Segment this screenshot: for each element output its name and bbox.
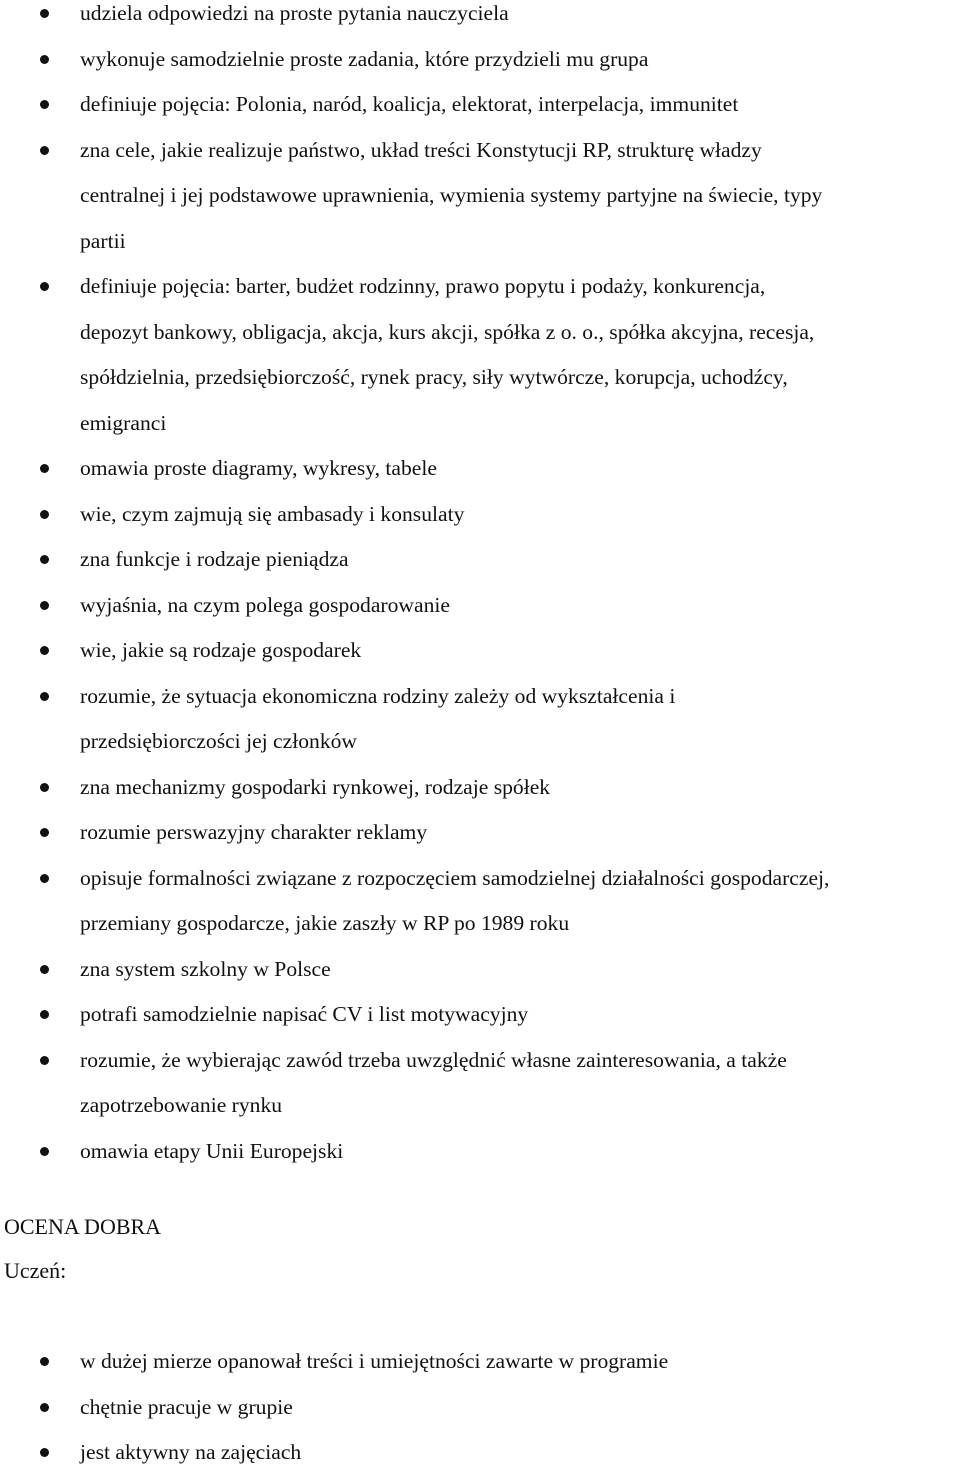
list-item-text: omawia proste diagramy, wykresy, tabele (80, 456, 437, 480)
student-label: Uczeń: (4, 1258, 67, 1283)
list-item (0, 1129, 960, 1175)
bullet-icon (40, 555, 49, 564)
bullet-icon (40, 601, 49, 610)
list-item-text: zna funkcje i rodzaje pieniądza (80, 547, 349, 571)
grade-heading: OCENA DOBRA (4, 1214, 162, 1239)
bullet-icon (40, 1010, 49, 1019)
list-item (0, 947, 960, 993)
list-item (0, 492, 960, 538)
bullet-icon (40, 1448, 49, 1457)
list-item-text: definiuje pojęcia: barter, budżet rodzinny, prawo popytu i podaży, konkurencja, (80, 274, 766, 298)
list-item-text: rozumie, że sytuacja ekonomiczna rodziny zależy od wykształcenia i (80, 683, 676, 708)
bullet-icon (40, 100, 49, 109)
list-item (0, 992, 960, 1038)
requirements-list-good (0, 1339, 960, 1476)
bullet-icon (40, 464, 49, 473)
list-item-text: jest aktywny na zajęciach (80, 1440, 302, 1464)
list-item-text: wyjaśnia, na czym polega gospodarowanie (80, 592, 450, 617)
list-item-text: potrafi samodzielnie napisać CV i list motywacyjny (80, 1002, 529, 1026)
bullet-icon (40, 874, 49, 883)
list-item-text: w dużej mierze opanował treści i umiejętności zawarte w programie (80, 1349, 669, 1373)
list-item (0, 583, 960, 629)
list-item (0, 264, 960, 446)
list-item-text: depozyt bankowy, obligacja, akcja, kurs akcji, spółka z o. o., spółka akcyjna, recesja, (80, 319, 815, 344)
bullet-icon (40, 965, 49, 974)
list-item-text: przedsiębiorczości jej członków (80, 729, 358, 753)
list-item (0, 82, 960, 128)
bullet-icon (40, 146, 49, 155)
list-item-text: zapotrzebowanie rynku (80, 1093, 283, 1117)
list-item (0, 628, 960, 674)
list-item (0, 1038, 960, 1129)
bullet-icon (40, 828, 49, 837)
list-item-text: przemiany gospodarcze, jakie zaszły w RP po 1989 roku (80, 911, 570, 935)
bullet-icon (40, 1357, 49, 1366)
list-item (0, 1385, 960, 1431)
list-item (0, 1339, 960, 1385)
list-item-text: centralnej i jej podstawowe uprawnienia, wymienia systemy partyjne na świecie, typy (80, 183, 823, 207)
list-item-text: wie, czym zajmują się ambasady i konsulaty (80, 501, 465, 526)
list-item (0, 1430, 960, 1476)
list-item (0, 128, 960, 265)
list-item (0, 446, 960, 492)
list-item (0, 810, 960, 856)
list-item-text: spółdzielnia, przedsiębiorczość, rynek pracy, siły wytwórcze, korupcja, uchodźcy, (80, 365, 788, 389)
bullet-icon (40, 55, 49, 64)
list-item-text: wykonuje samodzielnie proste zadania, które przydzieli mu grupa (80, 46, 649, 71)
bullet-icon (40, 1056, 49, 1065)
bullet-icon (40, 9, 49, 18)
list-item-text: chętnie pracuje w grupie (80, 1394, 293, 1419)
bullet-icon (40, 783, 49, 792)
bullet-icon (40, 1403, 49, 1412)
list-item-text: partii (80, 228, 126, 253)
list-item (0, 765, 960, 811)
list-item (0, 674, 960, 765)
bullet-icon (40, 1147, 49, 1156)
list-item (0, 856, 960, 947)
bullet-icon (40, 646, 49, 655)
list-item (0, 537, 960, 583)
bullet-icon (40, 692, 49, 701)
list-item (0, 37, 960, 83)
bullet-icon (40, 510, 49, 519)
list-item-text: rozumie perswazyjny charakter reklamy (80, 820, 428, 844)
list-item-text: rozumie, że wybierając zawód trzeba uwzględnić własne zainteresowania, a także (80, 1047, 787, 1072)
list-item-text: wie, jakie są rodzaje gospodarek (80, 638, 362, 662)
list-item (0, 0, 960, 37)
list-item-text: zna mechanizmy gospodarki rynkowej, rodzaje spółek (80, 774, 551, 799)
list-item-text: udziela odpowiedzi na proste pytania nauczyciela (80, 1, 509, 25)
list-item-text: definiuje pojęcia: Polonia, naród, koalicja, elektorat, interpelacja, immunitet (80, 92, 739, 116)
list-item-text: emigranci (80, 410, 167, 435)
bullet-icon (40, 282, 49, 291)
list-item-text: zna cele, jakie realizuje państwo, układ treści Konstytucji RP, strukturę władzy (80, 137, 762, 162)
list-item-text: zna system szkolny w Polsce (80, 956, 331, 981)
list-item-text: opisuje formalności związane z rozpoczęciem samodzielnej działalności gospodarczej, (80, 865, 830, 890)
list-item-text: omawia etapy Unii Europejski (80, 1138, 344, 1163)
